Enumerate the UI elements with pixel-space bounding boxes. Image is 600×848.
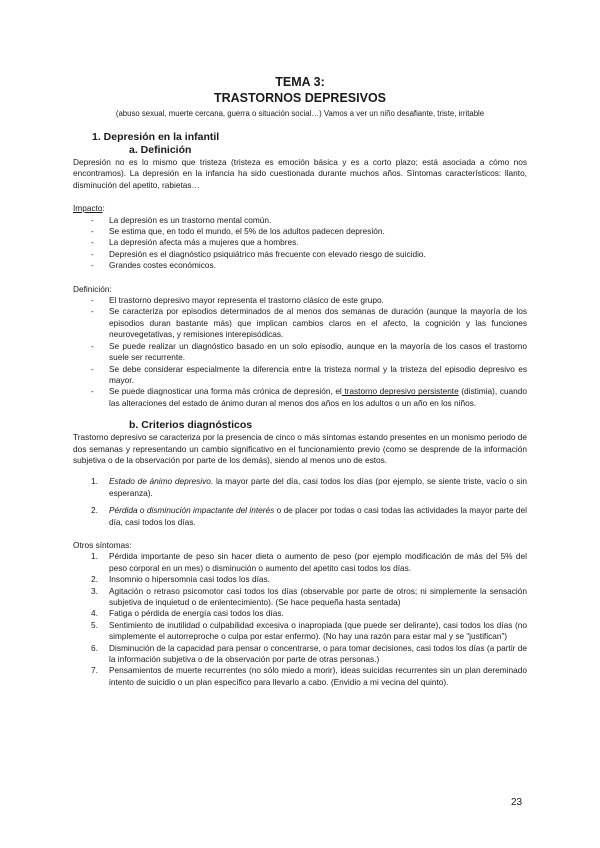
list-item: 1. Estado de ánimo depresivo. la mayor parte del día, casi todos los días (por ejemplo, se siente triste, vacío o sin esperanza). bbox=[91, 476, 527, 498]
list-item: 3. Agitación o retraso psicomotor casi todos los días (observable por parte de otros; ni simplemente la sensación subjetiva de inquietud o de enlentecimiento). (Se hace pequeña hasta sentada) bbox=[91, 585, 527, 607]
criterios-list bbox=[73, 476, 527, 528]
list-item: 2. Pérdida o disminución impactante del interés o de placer por todas o casi todas las actividades la mayor parte del día, casi todos los días. bbox=[91, 505, 528, 527]
list-item: - Grandes costes económicos. bbox=[91, 260, 216, 271]
list-item: 7. Pensamientos de muerte recurrentes (no sólo miedo a morir), ideas suicidas recurrentes sin un plan dereminado intento de suicidio o un plan específico para llevarlo a cabo. (Envidio a mi vecina del quinto). bbox=[91, 665, 527, 687]
list-item: 2. Insomnio o hipersomnia casi todos los días. bbox=[91, 574, 270, 585]
list-item: - La depresión afecta más a mujeres que a hombres. bbox=[91, 237, 299, 248]
list-item: 6. Disminución de la capacidad para pensar o concentrarse, o para tomar decisiones, casi todos los días (a partir de la información subjetiva o de la observación por parte de otras personas.) bbox=[91, 642, 527, 665]
list-item: - Se estima que, en todo el mundo, el 5% de los adultos padecen depresión. bbox=[91, 226, 385, 237]
title-line-2: TRASTORNOS DEPRESIVOS bbox=[213, 91, 387, 105]
definicion-label: Definición: bbox=[73, 283, 112, 294]
impacto-label: Impacto bbox=[73, 203, 103, 214]
page-number: 23 bbox=[511, 797, 523, 808]
otros-label: Otros síntomas: bbox=[73, 539, 132, 550]
impacto-list bbox=[73, 215, 527, 272]
definition-paragraph: Depresión no es lo mismo que tristeza (tristeza es emoción básica y es a corto plazo; está asociada a cómo nos encontramos). La depresión en la infancia ha sido cuestionada durante muchos años. Síntomas característicos: llanto, disminución del apetito, rabietas… bbox=[73, 157, 527, 190]
list-item: - Se caracteriza por episodios determinados de al menos dos semanas de duración (aunque la mayoría de los episodios duran bastante más) que implican cambios claros en el afecto, la cognición y las funciones neurovegetativas, y remisiones interepisódicas. bbox=[91, 306, 527, 340]
otros-block bbox=[73, 540, 527, 688]
criterios-paragraph: Trastorno depresivo se caracteriza por la presencia de cinco o más síntomas estando presentes en un monismo periodo de dos semanas y representando un cambio significativo en el funcionamiento previo (como se desprende de la información subjetiva o de la observación por parte de los demás), siendo al menos uno de estos. bbox=[73, 432, 527, 465]
list-item: - Se puede diagnosticar una forma más crónica de depresión, el trastorno depresivo persistente (distimia), cuando las alteraciones del estado de ánimo duran al menos dos años en los adultos o un año en los niños. bbox=[91, 386, 528, 408]
subtitle: (abuso sexual, muerte cercana, guerra o situación social…) Vamos a ver un niño desafiante, triste, irritable bbox=[115, 109, 485, 118]
otros-list bbox=[73, 551, 527, 688]
list-item: - Se puede realizar un diagnóstico basado en un solo episodio, aunque en la mayoría de los casos el trastorno suele ser recurrente. bbox=[91, 340, 527, 363]
list-item: 4. Fatiga o pérdida de energía casi todos los días. bbox=[91, 608, 284, 619]
list-item: - Depresión es el diagnóstico psiquiátrico más frecuente con elevado riesgo de suicidio. bbox=[91, 248, 426, 259]
list-item: 1. Pérdida importante de peso sin hacer dieta o aumento de peso (por ejemplo modificación de más del 5% del peso corporal en un mes) o disminución o aumento del apetito casi todos los días. bbox=[91, 551, 527, 573]
list-item: - La depresión es un trastorno mental común. bbox=[91, 214, 272, 225]
title-line-1: TEMA 3: bbox=[275, 75, 325, 89]
section-heading-1: 1. Depresión en la infantil bbox=[92, 131, 220, 143]
list-item: - Se debe considerar especialmente la diferencia entre la tristeza normal y la tristeza del episodio depresivo es mayor. bbox=[91, 363, 527, 385]
definicion-list bbox=[73, 295, 527, 409]
impacto-label-line: Impacto: bbox=[73, 203, 105, 214]
list-item: 5. Sentimiento de inutilidad o culpabilidad excesiva o inapropiada (que puede ser delirante), casi todos los días (no simplemente el autorreproche o culpa por estar enfermo). (No hay una razón para estar mal y se “justifican”) bbox=[91, 619, 527, 642]
definicion-block bbox=[73, 284, 527, 409]
document-page bbox=[73, 74, 527, 688]
persistent-disorder-term: trastorno depresivo persistente bbox=[341, 386, 459, 397]
subsection-heading-b: b. Criterios diagnósticos bbox=[129, 419, 253, 432]
subsection-heading-a: a. Definición bbox=[129, 144, 192, 156]
list-item: - El trastorno depresivo mayor representa el trastorno clásico de este grupo. bbox=[91, 295, 384, 306]
impacto-block bbox=[73, 203, 527, 271]
